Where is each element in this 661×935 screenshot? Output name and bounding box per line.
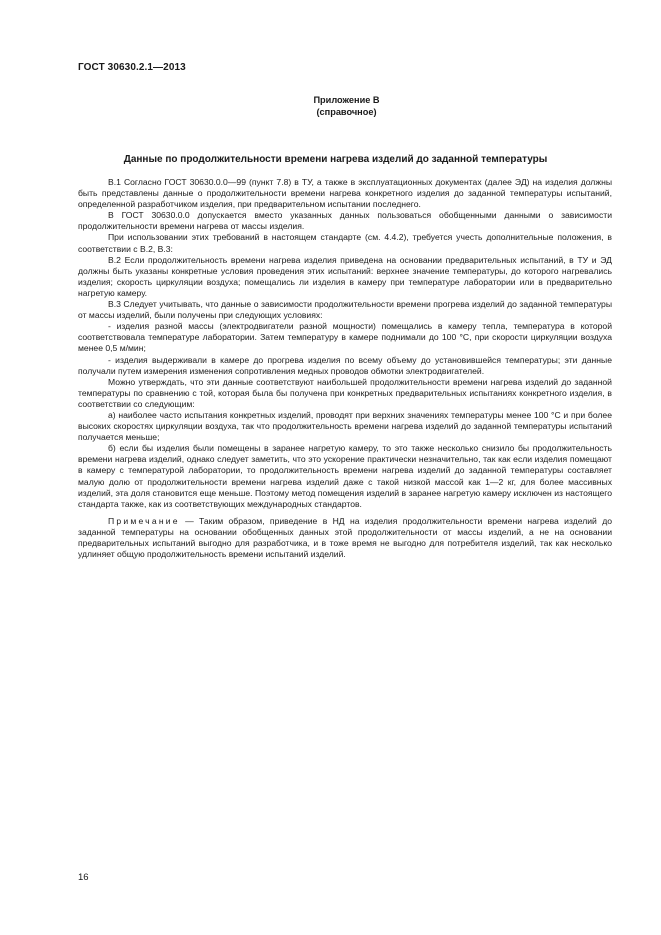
body-text — [78, 177, 612, 560]
note-label: Примечание — [108, 515, 180, 526]
appendix-subtitle: (справочное) — [316, 107, 377, 117]
page-number: 16 — [78, 872, 89, 883]
paragraph: - изделия выдерживали в камере до прогрева изделия по всему объему до установившейся температуры; эти данные получали путем измерения изменения сопротивления медных проводов обмотки электродвигателей. — [78, 354, 612, 376]
paragraph: а) наиболее часто испытания конкретных изделий, проводят при верхних значениях температуры менее 100 °С и при более высоких скоростях циркуляции воздуха, так что продолжительность времени нагрева изделий до заданной температуры испытаний получается меньше; — [78, 409, 612, 443]
note-paragraph — [78, 516, 612, 560]
note-text: — Таким образом, приведение в НД на изделия продолжительности времени нагрева изделий до заданной температуры на основании обобщенных данных этой продолжительности от массы изделий, а не на основании предварительных испытаний выгодно для разработчика, и в тоже время не выгодно для потребителя изделий, так как несколько удлиняет общую продолжительность времени испытаний изделий. — [78, 515, 612, 560]
paragraph: Можно утверждать, что эти данные соответствуют наибольшей продолжительности времени нагрева изделий до заданной температуры по сравнению с той, которая была бы получена при конкретных предварительных испытаниях конкретного изделия, в соответствии со следующим: — [78, 376, 612, 409]
paragraph: В.1 Согласно ГОСТ 30630.0.0—99 (пункт 7.8) в ТУ, а также в эксплуатационных документах (далее ЭД) на изделия должны быть представлены данные о продолжительности времени нагрева конкретного изделия до заданной температуры испытаний, определенной разработчиком изделия, при предварительном испытании последнего. — [78, 177, 612, 210]
section-title: Данные по продолжительности времени нагрева изделий до заданной температуры — [123, 154, 548, 165]
paragraph: В ГОСТ 30630.0.0 допускается вместо указанных данных пользоваться обобщенными данными о зависимости продолжительности времени нагрева от массы изделия. — [78, 210, 612, 232]
appendix-title: Приложение В — [313, 95, 380, 105]
paragraph: При использовании этих требований в настоящем стандарте (см. 4.4.2), требуется учесть дополнительные положения, в соответствии с В.2, В.3: — [78, 232, 612, 254]
paragraph: б) если бы изделия были помещены в заранее нагретую камеру, то это также несколько снизило бы продолжительность времени нагрева изделий, однако следует заметить, что это ускорение практически незначительно, так как если изделия помещают в камеру с температурой лаборатории, то продолжительность времени нагрева изделий до заданной температуры составляет малую долю от продолжительности времени нагрева изделий даже с такой низкой массой как 1—2 кг, для более массивных изделий, эта доля становится еще меньше. Поэтому метод помещения изделий в заранее нагретую камеру исключен из настоящего стандарта также, как из соответствующих международных стандартов. — [78, 443, 612, 509]
paragraph: В.2 Если продолжительность времени нагрева изделия приведена на основании предварительных испытаний, в ТУ и ЭД должны быть указаны конкретные условия проведения этих испытаний: верхнее значение температуры, до которого нагревались изделия; скорость циркуляции воздуха; помещались ли изделия в камеру при температуре лаборатории или в предварительно нагретую камеру. — [78, 254, 612, 298]
standard-code-header: ГОСТ 30630.2.1—2013 — [78, 62, 186, 73]
paragraph: В.3 Следует учитывать, что данные о зависимости продолжительности времени прогрева изделий до заданной температуры от массы изделий, были получены при следующих условиях: — [78, 299, 612, 321]
paragraph: - изделия разной массы (электродвигатели разной мощности) помещались в камеру тепла, температура в которой соответствовала температуре лаборатории. Затем температуру в камере поднимали до 100 °С, при скорости циркуляции воздуха менее 0,5 м/мин; — [78, 321, 612, 354]
